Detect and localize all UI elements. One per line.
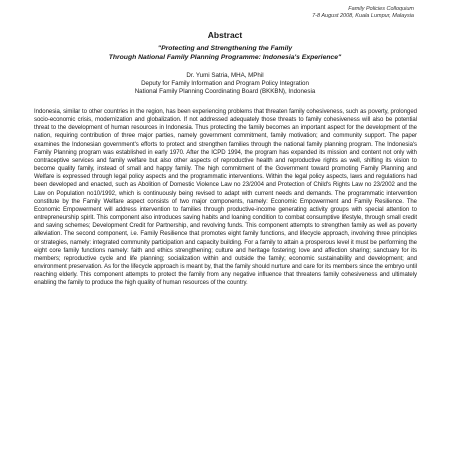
title-line-1: "Protecting and Strengthening the Family (157, 45, 293, 52)
abstract-body: Indonesia, similar to other countries in the region, has been experiencing problems that threaten family cohesiveness, such as poverty, prolonged socio-economic crisis, modernization and globalization. If not addressed adequately those threats to family cohesiveness will also be potential threat to the development of human resources in Indonesia. Thus protecting the family becomes an important aspect for the development of the nation, requiring contribution of three major parties, namely government commitment, family motivation; and community support. The paper examines the Indonesian government's efforts to protect and strengthen families through the national family planning program. The Indonesia's Family Planning program was established in early 1970. After the ICPD 1994, the program has expanded its mission and content not only with contraceptive services and family welfare but also other aspects of reproductive health and reproductive rights as well, shifting its vision to become quality family, instead of small and happy family. The high commitment of the Government toward promoting Family Planning and Welfare is expressed through legal policy aspects and the programmatic interventions. Within the legal policy aspects, laws and regulations had been developed and enacted, such as Abolition of Domestic Violence Law no 23/2004 and Protection of Child's Rights Law no 23/2002 and the Law on Population no10/1992, which is continuously being revised to adapt with current needs and demands. The programmatic intervention constitute by the Family Welfare aspect consists of two major components, namely: Economic Empowerment and Family Resilience. The Economic Empowerment will address intervention to families through productive-income generating activity groups with special attention to entrepreneurship spirit. This component also introduces saving habits and loaning condition to combat consumptive lifestyle, through small credit and saving schemes; Development Credit for Partnership, and revolving funds. This component attempts to strengthen family as well as poverty alleviation. The second component, i.e. Family Resilience that promotes eight family functions, and lifecycle approach, involving three principles or strategies, namely: integrated community participation and capacity building. For a family to attain a prosperous level it must be performing the eight core family functions namely: faith and ethics strengthening; culture and heritage fostering; love and affection sharing; sanctuary for its members; reproductive cycle and life planning; socialization within and outside the family; economic sustainability and development; and environment preservation. As for the lifecycle approach is meant by, that the family should nurture and care for its members since the embryo until reaching elderly. This component attempts to protect the family from any negative influence that threatens family cohesiveness and ultimately enabling the family to produce the high quality of human resources of the country. (34, 109, 417, 287)
title-line-2: Through National Family Planning Programme: Indonesia's Experience" (108, 54, 342, 61)
header-event: Family Policies Colloquium (348, 6, 414, 12)
author-name: Dr. Yumi Satria, MHA, MPhil (186, 72, 264, 79)
abstract-heading: Abstract (207, 30, 243, 40)
header-date-location: 7-8 August 2008, Kuala Lumpur, Malaysia (312, 13, 414, 19)
running-header (312, 6, 414, 20)
paper-title (40, 44, 410, 62)
author-block (40, 72, 410, 96)
author-position: Deputy for Family Information and Program Policy Integration (141, 80, 309, 87)
author-organization: National Family Planning Coordinating Board (BKKBN), Indonesia (134, 88, 316, 95)
